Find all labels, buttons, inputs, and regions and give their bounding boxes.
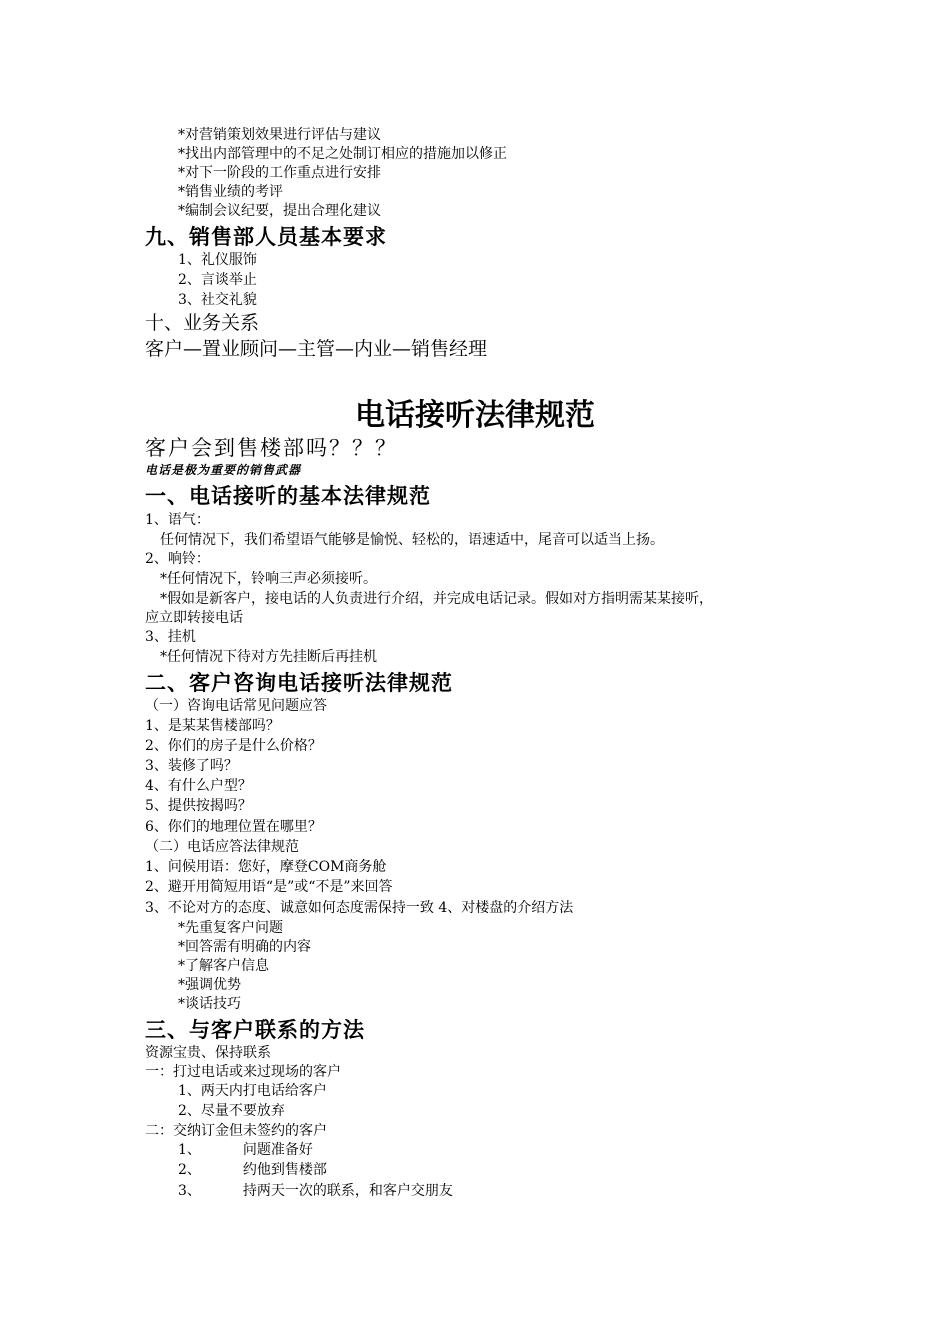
list-item: 1、礼仪服饰 [178, 252, 257, 268]
list-item: 2、你们的房子是什么价格？ [145, 738, 322, 754]
page-title: 电话接听法律规范 [355, 398, 595, 433]
paragraph: 二：交纳订金但未签约的客户 [145, 1123, 327, 1139]
item-text: 问题准备好 [242, 1142, 313, 1158]
list-item: 3、装修了吗？ [145, 758, 238, 774]
list-item: 1、两天内打电话给客户 [178, 1083, 327, 1099]
list-item: *回答需有明确的内容 [178, 939, 311, 955]
section-heading: 一、电话接听的基本法律规范 [145, 483, 431, 508]
list-item: *了解客户信息 [178, 958, 269, 974]
list-item: 3、社交礼貌 [178, 292, 257, 308]
list-item: *谈话技巧 [178, 996, 241, 1012]
list-item: *强调优势 [178, 977, 241, 993]
section-heading: 九、销售部人员基本要求 [145, 224, 387, 249]
list-item: *假如是新客户，接电话的人负责进行介绍，并完成电话记录。假如对方指明需某某接听， [160, 591, 713, 607]
list-item: *对营销策划效果进行评估与建议 [178, 127, 381, 143]
list-item: 2、避开用简短用语“是”或“不是”来回答 [145, 879, 393, 895]
list-item [178, 1181, 453, 1201]
list-item: *编制会议纪要，提出合理化建议 [178, 203, 381, 219]
paragraph: 应立即转接电话 [145, 610, 243, 626]
paragraph: 3、挂机 [145, 629, 196, 645]
item-text: 约他到售楼部 [242, 1162, 327, 1178]
list-item: *任何情况下待对方先挂断后再挂机 [160, 649, 377, 665]
paragraph: 一：打过电话或来过现场的客户 [145, 1064, 341, 1080]
list-item: 1、问候用语：您好，摩登COM商务舱 [145, 859, 387, 875]
list-item [178, 1160, 327, 1180]
paragraph: 1、语气： [145, 512, 210, 528]
list-item: 1、是某某售楼部吗？ [145, 718, 280, 734]
subtitle: 客户会到售楼部吗？？？ [145, 436, 398, 460]
paragraph: （一）咨询电话常见问题应答 [145, 698, 327, 714]
section-heading: 十、业务关系 [145, 312, 260, 334]
tagline: 电话是极为重要的销售武器 [145, 463, 302, 477]
item-text: 持两天一次的联系，和客户交朋友 [242, 1183, 453, 1199]
list-item: 2、尽量不要放弃 [178, 1103, 285, 1119]
list-item [178, 1140, 313, 1160]
paragraph: 2、响铃： [145, 551, 210, 567]
item-number: 3、 [178, 1183, 201, 1199]
paragraph: 资源宝贵、保持联系 [145, 1045, 271, 1061]
paragraph: 任何情况下，我们希望语气能够是愉悦、轻松的，语速适中，尾音可以适当上扬。 [160, 532, 664, 548]
list-item: *对下一阶段的工作重点进行安排 [178, 165, 381, 181]
relationship-chain: 客户—置业顾问—主管—内业—销售经理 [145, 338, 488, 360]
item-number: 1、 [178, 1142, 201, 1158]
section-heading: 二、客户咨询电话接听法律规范 [145, 670, 453, 695]
list-item: *销售业绩的考评 [178, 184, 283, 200]
paragraph: （二）电话应答法律规范 [145, 839, 299, 855]
section-heading: 三、与客户联系的方法 [145, 1017, 365, 1042]
list-item: 3、不论对方的态度、诚意如何态度需保持一致 4、对楼盘的介绍方法 [145, 900, 574, 916]
list-item: 5、提供按揭吗？ [145, 798, 252, 814]
list-item: *找出内部管理中的不足之处制订相应的措施加以修正 [178, 146, 507, 162]
list-item: *任何情况下，铃响三声必须接听。 [160, 571, 377, 587]
list-item: *先重复客户问题 [178, 920, 283, 936]
item-number: 2、 [178, 1162, 201, 1178]
list-item: 4、有什么户型？ [145, 778, 252, 794]
list-item: 6、你们的地理位置在哪里？ [145, 819, 322, 835]
list-item: 2、言谈举止 [178, 272, 257, 288]
